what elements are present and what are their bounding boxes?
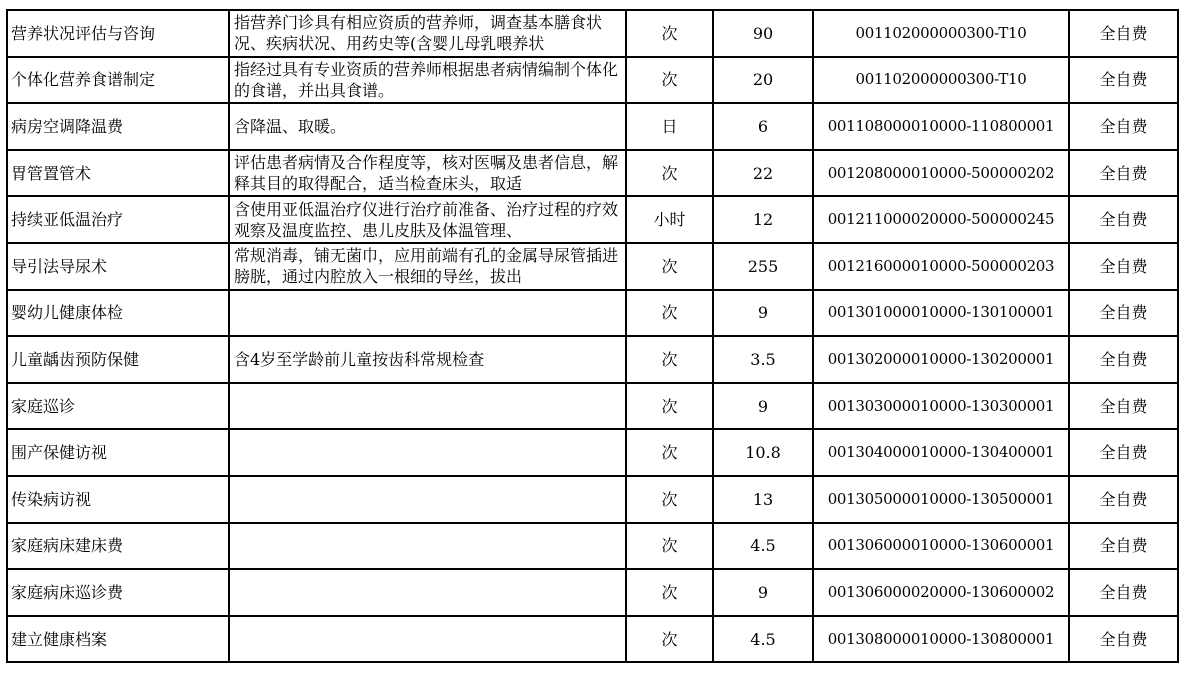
item-name-cell — [7, 196, 229, 243]
table-row — [7, 569, 1178, 616]
item-code: 001302000010000-130200001 — [827, 349, 1055, 368]
payment-type: 全自费 — [1099, 396, 1148, 416]
table-row — [7, 57, 1178, 104]
item-description: 指营养门诊具有相应资质的营养师，调查基本膳食状况、疾病状况、用药史等(含婴儿母乳喂养状 — [234, 13, 603, 54]
item-price-cell — [713, 10, 813, 57]
payment-type-cell — [1069, 150, 1178, 197]
item-unit: 次 — [661, 489, 678, 509]
item-price-cell — [713, 429, 813, 476]
table-row — [7, 150, 1178, 197]
payment-type: 全自费 — [1099, 70, 1148, 90]
item-unit: 次 — [661, 536, 678, 556]
payment-type: 全自费 — [1099, 163, 1148, 183]
item-description: 评估患者病情及合作程度等，核对医嘱及患者信息，解释其目的取得配合，适当检查床头，取适 — [234, 153, 619, 194]
payment-type-cell — [1069, 523, 1178, 570]
item-description-cell — [229, 290, 626, 337]
table-row — [7, 10, 1178, 57]
item-unit-cell — [626, 103, 713, 150]
item-price-cell — [713, 569, 813, 616]
item-price-cell — [713, 336, 813, 383]
item-description-cell — [229, 383, 626, 430]
item-unit: 次 — [661, 629, 678, 649]
item-description-cell — [229, 103, 626, 150]
item-price: 4.5 — [750, 536, 776, 556]
item-description: 含降温、取暖。 — [234, 116, 347, 136]
item-description-cell — [229, 476, 626, 523]
payment-type: 全自费 — [1099, 303, 1148, 323]
item-name-cell — [7, 150, 229, 197]
item-code-cell — [813, 290, 1069, 337]
item-code: 001303000010000-130300001 — [827, 396, 1055, 415]
table-row — [7, 290, 1178, 337]
payment-type-cell — [1069, 383, 1178, 430]
item-unit: 次 — [661, 349, 678, 369]
item-description: 指经过具有专业资质的营养师根据患者病情编制个体化的食谱，并出具食谱。 — [234, 59, 619, 100]
payment-type: 全自费 — [1099, 256, 1148, 276]
item-price: 10.8 — [745, 443, 781, 463]
item-code: 001305000010000-130500001 — [827, 489, 1055, 508]
item-price-cell — [713, 57, 813, 104]
payment-type-cell — [1069, 429, 1178, 476]
item-name-cell — [7, 383, 229, 430]
item-name-cell — [7, 476, 229, 523]
item-name-cell — [7, 336, 229, 383]
item-code-cell — [813, 103, 1069, 150]
item-unit: 小时 — [653, 210, 686, 230]
item-unit: 次 — [661, 303, 678, 323]
table-row — [7, 336, 1178, 383]
item-price-cell — [713, 523, 813, 570]
item-unit-cell — [626, 569, 713, 616]
item-description-cell — [229, 429, 626, 476]
item-code: 001308000010000-130800001 — [827, 629, 1055, 648]
item-unit-cell — [626, 336, 713, 383]
item-name: 家庭巡诊 — [11, 396, 76, 416]
item-name-cell — [7, 569, 229, 616]
payment-type-cell — [1069, 57, 1178, 104]
item-name-cell — [7, 10, 229, 57]
payment-type: 全自费 — [1099, 629, 1148, 649]
item-description-cell — [229, 616, 626, 663]
item-price-cell — [713, 383, 813, 430]
item-name-cell — [7, 290, 229, 337]
item-unit-cell — [626, 57, 713, 104]
item-unit: 次 — [661, 443, 678, 463]
item-name-cell — [7, 429, 229, 476]
table-row — [7, 243, 1178, 290]
payment-type: 全自费 — [1099, 210, 1148, 230]
item-unit: 日 — [661, 116, 678, 136]
item-price-cell — [713, 616, 813, 663]
payment-type-cell — [1069, 476, 1178, 523]
item-code-cell — [813, 476, 1069, 523]
item-name: 胃管置管术 — [11, 163, 92, 183]
item-code: 001102000000300-T10 — [855, 70, 1027, 89]
payment-type-cell — [1069, 569, 1178, 616]
payment-type: 全自费 — [1099, 489, 1148, 509]
item-description-cell — [229, 150, 626, 197]
item-price: 9 — [757, 303, 769, 323]
item-price: 4.5 — [750, 629, 776, 649]
item-price: 22 — [752, 163, 774, 183]
payment-type-cell — [1069, 616, 1178, 663]
payment-type-cell — [1069, 10, 1178, 57]
item-unit-cell — [626, 616, 713, 663]
item-name: 家庭病床建床费 — [11, 536, 124, 556]
item-unit-cell — [626, 150, 713, 197]
item-price: 20 — [752, 70, 774, 90]
item-name: 家庭病床巡诊费 — [11, 582, 124, 602]
item-code-cell — [813, 383, 1069, 430]
table-row — [7, 523, 1178, 570]
item-description-cell — [229, 196, 626, 243]
item-unit: 次 — [661, 23, 678, 43]
item-code-cell — [813, 57, 1069, 104]
item-unit-cell — [626, 243, 713, 290]
payment-type: 全自费 — [1099, 23, 1148, 43]
item-code: 001208000010000-500000202 — [827, 163, 1055, 182]
item-name-cell — [7, 616, 229, 663]
item-price-cell — [713, 103, 813, 150]
item-code-cell — [813, 523, 1069, 570]
item-code-cell — [813, 10, 1069, 57]
item-price-cell — [713, 243, 813, 290]
payment-type-cell — [1069, 196, 1178, 243]
item-name: 传染病访视 — [11, 489, 92, 509]
item-unit: 次 — [661, 163, 678, 183]
item-name-cell — [7, 103, 229, 150]
item-price: 9 — [757, 582, 769, 602]
table-row — [7, 429, 1178, 476]
item-code-cell — [813, 150, 1069, 197]
item-name: 婴幼儿健康体检 — [11, 303, 124, 323]
item-code: 001216000010000-500000203 — [827, 256, 1055, 275]
item-unit-cell — [626, 196, 713, 243]
payment-type-cell — [1069, 103, 1178, 150]
table-row — [7, 476, 1178, 523]
item-name: 个体化营养食谱制定 — [11, 70, 156, 90]
item-price: 90 — [752, 23, 774, 43]
item-price: 9 — [757, 396, 769, 416]
item-code-cell — [813, 569, 1069, 616]
item-unit-cell — [626, 476, 713, 523]
item-unit: 次 — [661, 582, 678, 602]
item-code-cell — [813, 429, 1069, 476]
item-price-cell — [713, 290, 813, 337]
item-description-cell — [229, 10, 626, 57]
item-description-cell — [229, 57, 626, 104]
item-unit: 次 — [661, 256, 678, 276]
item-name-cell — [7, 57, 229, 104]
payment-type: 全自费 — [1099, 443, 1148, 463]
item-code-cell — [813, 243, 1069, 290]
item-unit-cell — [626, 10, 713, 57]
table-row — [7, 383, 1178, 430]
item-name: 儿童龋齿预防保健 — [11, 349, 140, 369]
item-description-cell — [229, 523, 626, 570]
item-description: 常规消毒，铺无菌巾，应用前端有孔的金属导尿管插进膀胱，通过内腔放入一根细的导丝，拔出 — [234, 246, 619, 287]
item-price-cell — [713, 150, 813, 197]
item-description-cell — [229, 336, 626, 383]
fee-table — [6, 9, 1179, 663]
table-row — [7, 196, 1178, 243]
item-price-cell — [713, 476, 813, 523]
item-code-cell — [813, 336, 1069, 383]
item-unit: 次 — [661, 70, 678, 90]
payment-type-cell — [1069, 290, 1178, 337]
item-description: 含4岁至学龄前儿童按齿科常规检查 — [234, 349, 485, 369]
item-code: 001301000010000-130100001 — [827, 303, 1055, 322]
item-description-cell — [229, 569, 626, 616]
table-row — [7, 103, 1178, 150]
item-unit-cell — [626, 383, 713, 430]
item-code-cell — [813, 616, 1069, 663]
item-unit-cell — [626, 523, 713, 570]
item-price: 13 — [752, 489, 774, 509]
item-description: 含使用亚低温治疗仪进行治疗前准备、治疗过程的疗效观察及温度监控、患儿皮肤及体温管理、 — [234, 199, 619, 240]
item-code: 001304000010000-130400001 — [827, 443, 1055, 462]
item-name: 建立健康档案 — [11, 629, 108, 649]
payment-type: 全自费 — [1099, 536, 1148, 556]
item-unit: 次 — [661, 396, 678, 416]
payment-type: 全自费 — [1099, 116, 1148, 136]
item-price-cell — [713, 196, 813, 243]
item-name: 导引法导尿术 — [11, 256, 108, 276]
item-code: 001306000020000-130600002 — [827, 582, 1055, 601]
payment-type: 全自费 — [1099, 582, 1148, 602]
item-name: 营养状况评估与咨询 — [11, 23, 156, 43]
item-price: 255 — [747, 256, 779, 276]
payment-type-cell — [1069, 336, 1178, 383]
item-description-cell — [229, 243, 626, 290]
item-name: 持续亚低温治疗 — [11, 210, 124, 230]
item-name: 围产保健访视 — [11, 443, 108, 463]
item-name-cell — [7, 523, 229, 570]
item-code: 001102000000300-T10 — [855, 23, 1027, 42]
item-code: 001108000010000-110800001 — [827, 116, 1055, 135]
item-code: 001211000020000-500000245 — [827, 210, 1055, 229]
table-row — [7, 616, 1178, 663]
item-price: 3.5 — [750, 349, 776, 369]
item-unit-cell — [626, 429, 713, 476]
payment-type-cell — [1069, 243, 1178, 290]
item-code-cell — [813, 196, 1069, 243]
item-price: 12 — [752, 210, 774, 230]
item-name-cell — [7, 243, 229, 290]
item-unit-cell — [626, 290, 713, 337]
item-code: 001306000010000-130600001 — [827, 536, 1055, 555]
item-price: 6 — [757, 116, 769, 136]
payment-type: 全自费 — [1099, 349, 1148, 369]
item-name: 病房空调降温费 — [11, 116, 124, 136]
